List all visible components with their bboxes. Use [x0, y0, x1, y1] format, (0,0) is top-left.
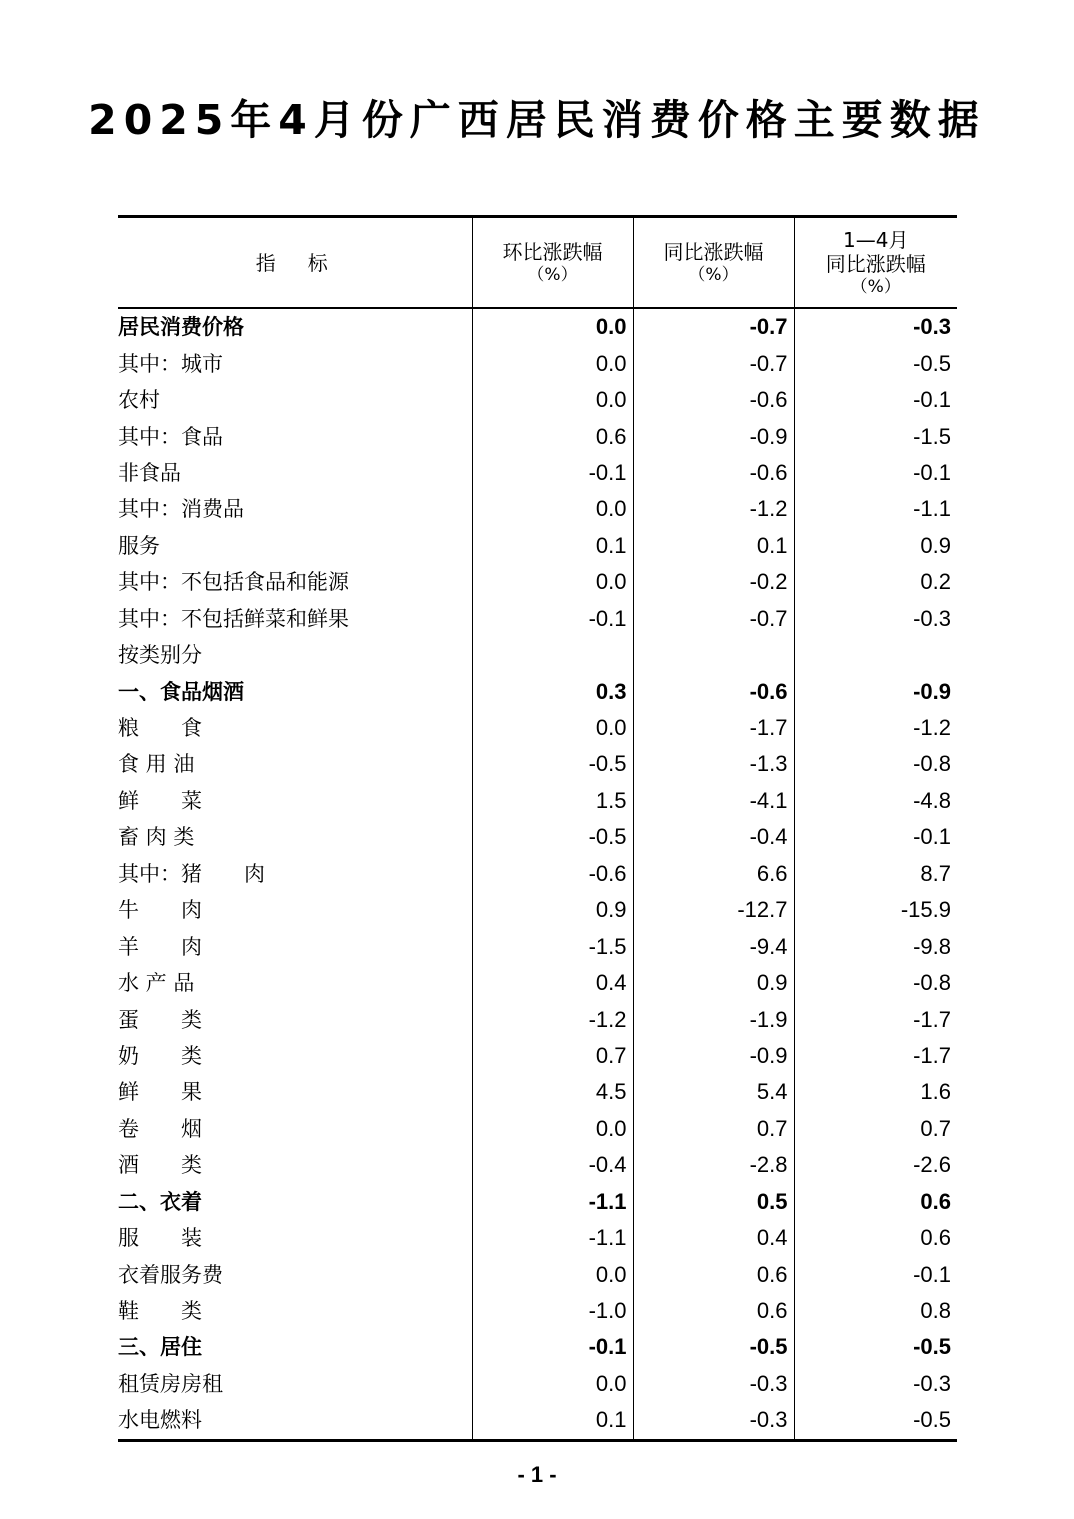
- row-ytd: 0.7: [794, 1111, 957, 1147]
- header-yoy-label: 同比涨跌幅: [663, 239, 764, 264]
- row-ytd: -1.7: [794, 1038, 957, 1074]
- row-mom: -0.6: [472, 856, 633, 892]
- table-row: [118, 673, 957, 709]
- row-ytd: -0.3: [794, 601, 957, 637]
- row-yoy: 0.4: [633, 1220, 794, 1256]
- table-row: [118, 1184, 957, 1220]
- row-mom: -0.1: [472, 601, 633, 637]
- row-ytd: -1.1: [794, 491, 957, 527]
- table-header-row: [118, 217, 957, 309]
- row-yoy: -2.8: [633, 1147, 794, 1183]
- row-label: 水电燃料: [118, 1408, 202, 1433]
- row-mom: 0.0: [472, 1111, 633, 1147]
- row-mom: 0.0: [472, 345, 633, 381]
- row-label: 其中：不包括鲜菜和鲜果: [118, 606, 349, 631]
- row-label: 鞋 类: [118, 1299, 202, 1324]
- row-yoy: -0.7: [633, 345, 794, 381]
- row-label: 食 用 油: [118, 752, 195, 777]
- header-mom-unit: （%）: [527, 264, 578, 285]
- row-mom: -1.0: [472, 1293, 633, 1329]
- row-ytd: -4.8: [794, 783, 957, 819]
- row-ytd: 1.6: [794, 1074, 957, 1110]
- table-row: [118, 528, 957, 564]
- header-mom-label: 环比涨跌幅: [502, 239, 603, 264]
- row-ytd: -0.5: [794, 345, 957, 381]
- row-mom: 0.1: [472, 1402, 633, 1440]
- row-yoy: 0.7: [633, 1111, 794, 1147]
- row-ytd: -0.1: [794, 1256, 957, 1292]
- row-yoy: -0.9: [633, 418, 794, 454]
- row-yoy: 0.6: [633, 1256, 794, 1292]
- row-label: 其中：猪 肉: [118, 861, 265, 886]
- row-yoy: -0.6: [633, 382, 794, 418]
- row-yoy: -0.7: [633, 308, 794, 345]
- table-row: [118, 1220, 957, 1256]
- row-label: 服 装: [118, 1226, 202, 1251]
- row-label: 二、衣着: [118, 1189, 202, 1214]
- row-ytd: 0.6: [794, 1184, 957, 1220]
- row-mom: 4.5: [472, 1074, 633, 1110]
- row-ytd: 0.9: [794, 528, 957, 564]
- row-yoy: 6.6: [633, 856, 794, 892]
- row-ytd: 0.8: [794, 1293, 957, 1329]
- row-label: 其中：消费品: [118, 497, 244, 522]
- row-label: 水 产 品: [118, 971, 195, 996]
- row-yoy: -0.4: [633, 819, 794, 855]
- header-ytd-unit: （%）: [850, 276, 901, 297]
- table-row: [118, 1074, 957, 1110]
- row-mom: [472, 637, 633, 673]
- row-yoy: -0.3: [633, 1402, 794, 1440]
- row-yoy: -0.3: [633, 1366, 794, 1402]
- row-yoy: -0.6: [633, 673, 794, 709]
- table-row: [118, 783, 957, 819]
- row-ytd: -0.9: [794, 673, 957, 709]
- table-row: [118, 564, 957, 600]
- table-row: [118, 746, 957, 782]
- row-yoy: -0.6: [633, 455, 794, 491]
- header-ytd-label: 同比涨跌幅: [825, 251, 926, 276]
- row-yoy: -4.1: [633, 783, 794, 819]
- table-row: [118, 601, 957, 637]
- table-row: [118, 1293, 957, 1329]
- page-title: 2025年4月份广西居民消费价格主要数据: [88, 96, 986, 144]
- row-ytd: -0.8: [794, 965, 957, 1001]
- row-mom: 0.3: [472, 673, 633, 709]
- row-yoy: -0.7: [633, 601, 794, 637]
- cpi-data-table: [118, 215, 957, 1442]
- table-row: [118, 928, 957, 964]
- row-ytd: -0.8: [794, 746, 957, 782]
- header-ytd-period: 1—4月: [843, 227, 909, 252]
- row-ytd: -0.5: [794, 1402, 957, 1440]
- row-yoy: -1.2: [633, 491, 794, 527]
- table-row: [118, 856, 957, 892]
- row-label: 奶 类: [118, 1043, 202, 1068]
- row-yoy: -1.9: [633, 1001, 794, 1037]
- header-yoy-unit: （%）: [688, 264, 739, 285]
- row-label: 其中：城市: [118, 351, 223, 376]
- row-mom: 0.0: [472, 382, 633, 418]
- row-yoy: -12.7: [633, 892, 794, 928]
- row-label: 衣着服务费: [118, 1262, 223, 1287]
- row-ytd: -0.1: [794, 455, 957, 491]
- table-row: [118, 892, 957, 928]
- row-label: 服务: [118, 533, 160, 558]
- row-label: 租赁房房租: [118, 1371, 223, 1396]
- table-row: [118, 418, 957, 454]
- row-mom: -1.1: [472, 1220, 633, 1256]
- row-mom: 0.0: [472, 308, 633, 345]
- table-row: [118, 1038, 957, 1074]
- row-label: 非食品: [118, 460, 181, 485]
- row-mom: -0.4: [472, 1147, 633, 1183]
- table-row: [118, 965, 957, 1001]
- table-row: [118, 491, 957, 527]
- row-mom: 0.6: [472, 418, 633, 454]
- row-ytd: -1.7: [794, 1001, 957, 1037]
- header-yoy: [633, 217, 794, 309]
- row-label: 蛋 类: [118, 1007, 202, 1032]
- table-row: [118, 1402, 957, 1440]
- header-indicator: 指 标: [118, 217, 472, 309]
- row-mom: 0.0: [472, 1366, 633, 1402]
- row-label: 粮 食: [118, 716, 202, 741]
- row-mom: 0.7: [472, 1038, 633, 1074]
- row-yoy: 0.1: [633, 528, 794, 564]
- row-label: 酒 类: [118, 1153, 202, 1178]
- table-row: [118, 1147, 957, 1183]
- table-row: [118, 308, 957, 345]
- row-ytd: 0.2: [794, 564, 957, 600]
- table-row: [118, 1256, 957, 1292]
- row-ytd: -1.5: [794, 418, 957, 454]
- row-ytd: -0.1: [794, 819, 957, 855]
- row-label: 鲜 果: [118, 1080, 202, 1105]
- row-yoy: -0.9: [633, 1038, 794, 1074]
- table-row: [118, 1366, 957, 1402]
- row-mom: 0.0: [472, 564, 633, 600]
- row-yoy: 0.5: [633, 1184, 794, 1220]
- row-ytd: -1.2: [794, 710, 957, 746]
- row-mom: -0.5: [472, 819, 633, 855]
- table-row: [118, 710, 957, 746]
- row-mom: 0.0: [472, 491, 633, 527]
- table-row: [118, 1111, 957, 1147]
- row-yoy: [633, 637, 794, 673]
- row-ytd: -0.5: [794, 1329, 957, 1365]
- row-label: 鲜 菜: [118, 788, 202, 813]
- row-ytd: -0.3: [794, 1366, 957, 1402]
- row-yoy: 0.6: [633, 1293, 794, 1329]
- row-ytd: [794, 637, 957, 673]
- row-label: 农村: [118, 388, 160, 413]
- row-mom: -0.1: [472, 455, 633, 491]
- row-mom: -1.5: [472, 928, 633, 964]
- row-ytd: -15.9: [794, 892, 957, 928]
- header-mom: [472, 217, 633, 309]
- row-label: 羊 肉: [118, 934, 202, 959]
- row-yoy: -0.5: [633, 1329, 794, 1365]
- row-ytd: 8.7: [794, 856, 957, 892]
- row-label: 牛 肉: [118, 898, 202, 923]
- row-mom: 0.9: [472, 892, 633, 928]
- row-yoy: -9.4: [633, 928, 794, 964]
- row-label: 卷 烟: [118, 1116, 202, 1141]
- row-ytd: -0.1: [794, 382, 957, 418]
- row-label: 三、居住: [118, 1335, 202, 1360]
- row-label: 其中：食品: [118, 424, 223, 449]
- row-mom: 0.4: [472, 965, 633, 1001]
- row-mom: 0.0: [472, 1256, 633, 1292]
- row-label: 一、食品烟酒: [118, 679, 244, 704]
- row-label: 其中：不包括食品和能源: [118, 570, 349, 595]
- row-label: 畜 肉 类: [118, 825, 195, 850]
- table-row: [118, 819, 957, 855]
- row-mom: -1.2: [472, 1001, 633, 1037]
- header-ytd: [794, 217, 957, 309]
- row-mom: 0.1: [472, 528, 633, 564]
- row-mom: 1.5: [472, 783, 633, 819]
- row-ytd: -9.8: [794, 928, 957, 964]
- row-yoy: -1.7: [633, 710, 794, 746]
- table-row: [118, 1329, 957, 1365]
- row-ytd: -0.3: [794, 308, 957, 345]
- page-number: - 1 -: [517, 1462, 557, 1487]
- row-ytd: 0.6: [794, 1220, 957, 1256]
- table-row: [118, 455, 957, 491]
- row-label: 居民消费价格: [118, 315, 244, 340]
- row-mom: -1.1: [472, 1184, 633, 1220]
- row-yoy: -1.3: [633, 746, 794, 782]
- row-mom: -0.1: [472, 1329, 633, 1365]
- table-row: [118, 345, 957, 381]
- table-row: [118, 637, 957, 673]
- row-ytd: -2.6: [794, 1147, 957, 1183]
- table-row: [118, 382, 957, 418]
- row-mom: -0.5: [472, 746, 633, 782]
- row-label: 按类别分: [118, 643, 202, 668]
- row-yoy: 5.4: [633, 1074, 794, 1110]
- row-yoy: -0.2: [633, 564, 794, 600]
- table-row: [118, 1001, 957, 1037]
- row-mom: 0.0: [472, 710, 633, 746]
- row-yoy: 0.9: [633, 965, 794, 1001]
